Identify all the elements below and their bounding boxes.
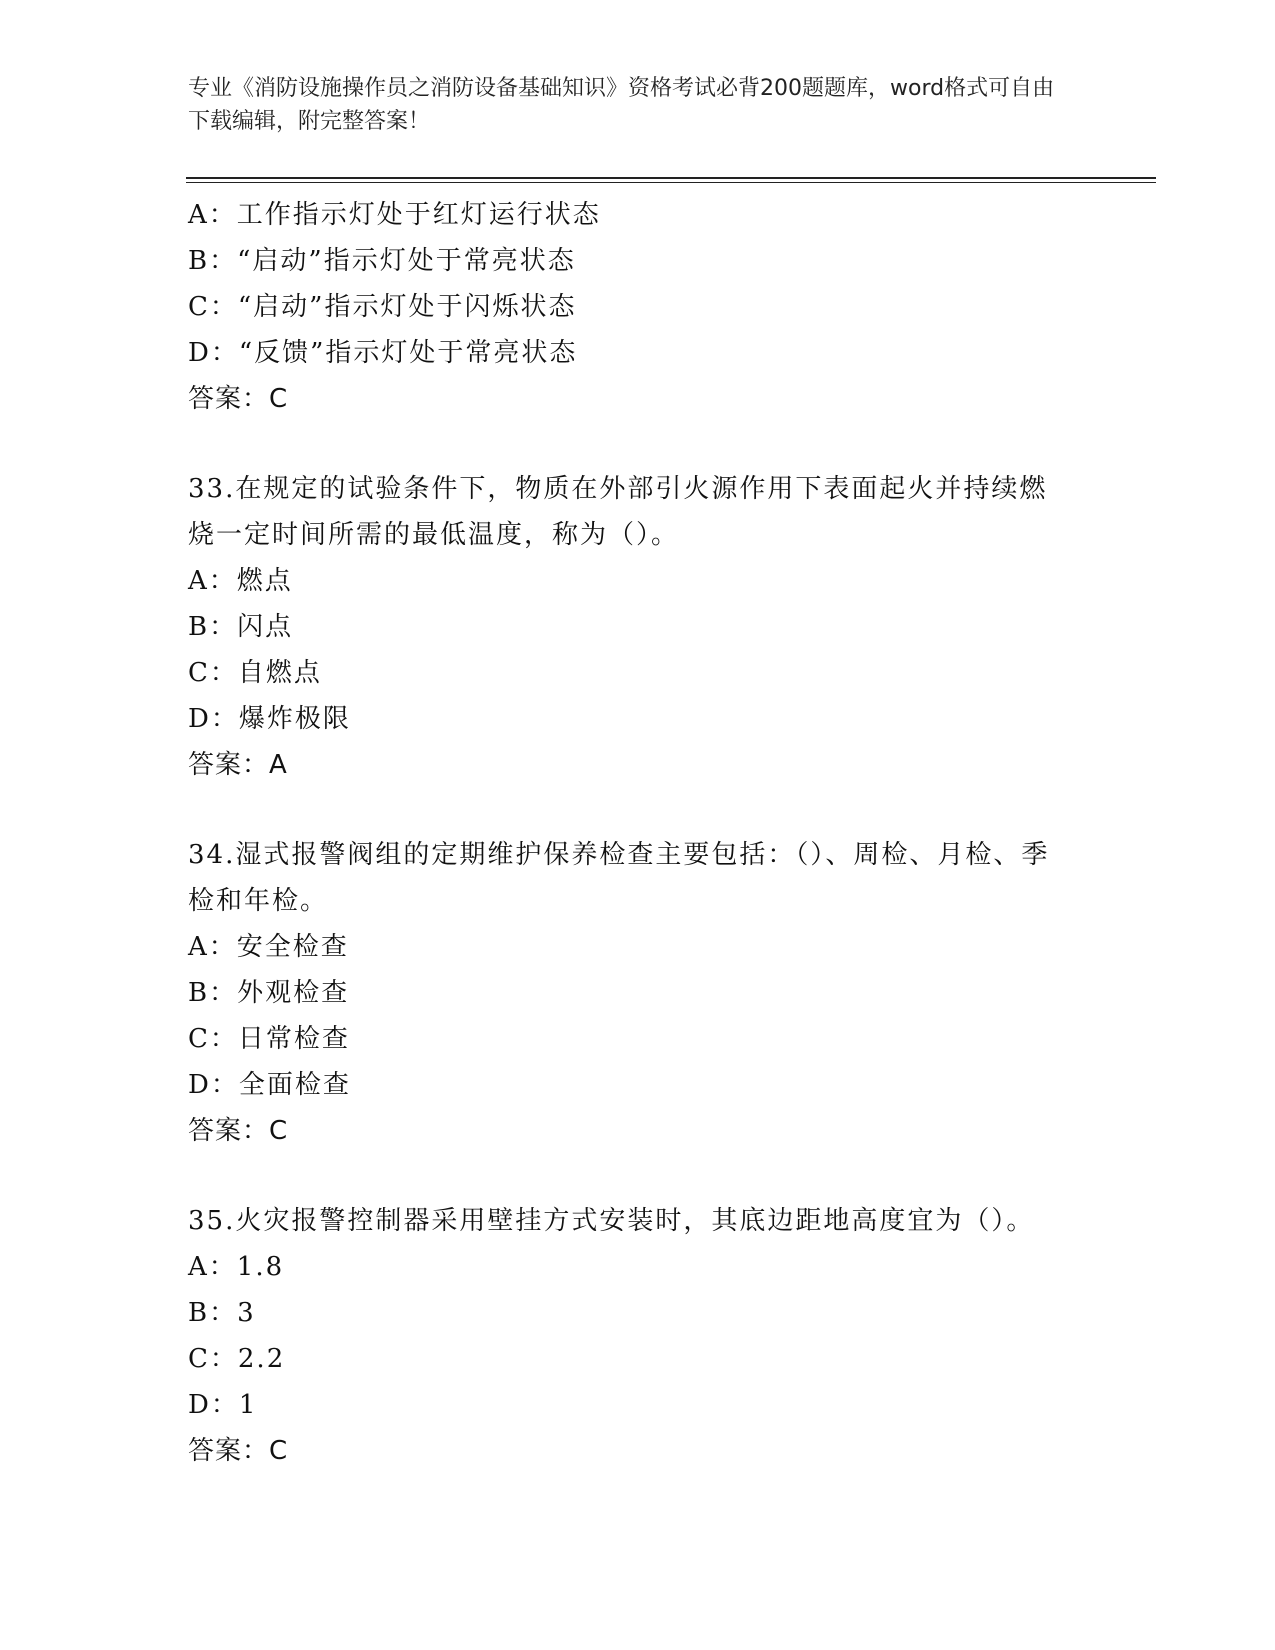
header-divider-thick (186, 177, 1156, 179)
option-a: A：1.8 (188, 1252, 285, 1282)
option-b: B：3 (188, 1298, 256, 1328)
spacer (188, 1154, 1088, 1198)
option-c: C：自燃点 (188, 658, 322, 688)
question-block-35 (188, 1198, 1088, 1474)
option-b: B：“启动”指示灯处于常亮状态 (188, 246, 576, 276)
question-block-33 (188, 466, 1088, 788)
spacer (188, 422, 1088, 466)
option-d: D：1 (188, 1390, 258, 1420)
question-stem: 33.在规定的试验条件下，物质在外部引火源作用下表面起火并持续燃烧一定时间所需的最低温度，称为（）。 (188, 474, 1048, 550)
question-list (188, 192, 1088, 1474)
option-b: B：闪点 (188, 612, 294, 642)
document-header: 专业《消防设施操作员之消防设备基础知识》资格考试必背200题题库，word格式可自由下载编辑，附完整答案！ (188, 76, 1055, 134)
option-a: A：安全检查 (188, 932, 349, 962)
option-a: A：工作指示灯处于红灯运行状态 (188, 200, 601, 230)
option-b: B：外观检查 (188, 978, 350, 1008)
question-block-34 (188, 832, 1088, 1154)
answer-line: 答案：C (188, 1116, 289, 1146)
option-c: C：2.2 (188, 1344, 286, 1374)
option-c: C：日常检查 (188, 1024, 350, 1054)
answer-line: 答案：C (188, 1436, 289, 1466)
question-block-32 (188, 192, 1088, 422)
option-d: D：“反馈”指示灯处于常亮状态 (188, 338, 578, 368)
question-stem: 34.湿式报警阀组的定期维护保养检查主要包括：（）、周检、月检、季检和年检。 (188, 840, 1050, 916)
option-d: D：爆炸极限 (188, 704, 351, 734)
answer-line: 答案：C (188, 384, 289, 414)
option-c: C：“启动”指示灯处于闪烁状态 (188, 292, 577, 322)
question-stem: 35.火灾报警控制器采用壁挂方式安装时，其底边距地高度宜为（）。 (188, 1206, 1035, 1236)
option-a: A：燃点 (188, 566, 293, 596)
option-d: D：全面检查 (188, 1070, 351, 1100)
header-divider-thin (186, 182, 1156, 183)
spacer (188, 788, 1088, 832)
answer-line: 答案：A (188, 750, 288, 780)
